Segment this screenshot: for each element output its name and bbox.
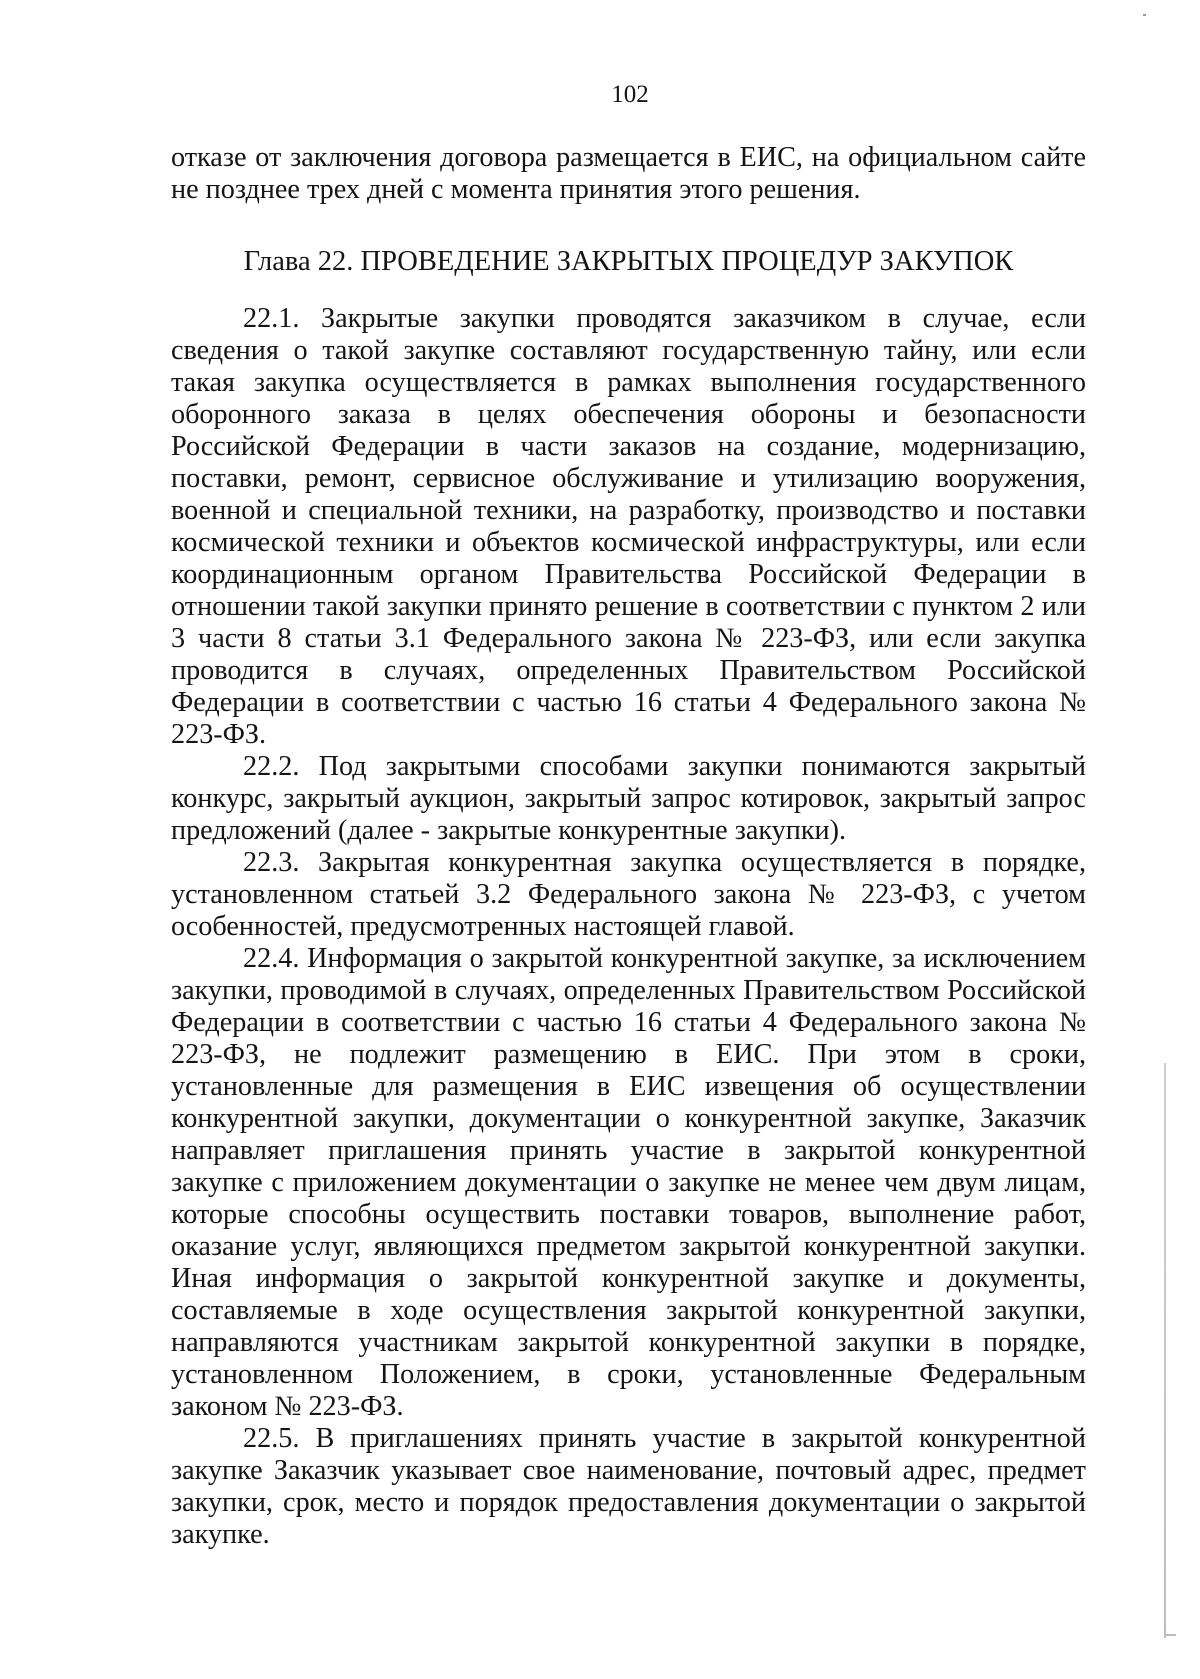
paragraph-22-4: 22.4. Информация о закрытой конкурентной закупке, за исключением закупки, проводимой в случаях, определенных Правительством Российской Федерации в соответствии с частью 16 статьи 4 Федерального закона № 223-ФЗ, не подлежит размещению в ЕИС. При этом в сроки, установленные для размещения в ЕИС извещения об осуществлении конкурентной закупки, документации о конкурентной закупке, Заказчик направляет приглашения принять участие в закрытой конкурентной закупке с приложением документации о закупке не менее чем двум лицам, которые способны осуществить поставки товаров, выполнение работ, оказание услуг, являющихся предметом закрытой конкурентной закупки. Иная информация о закрытой конкурентной закупке и документы, составляемые в ходе осуществления закрытой конкурентной закупки, направляются участникам закрытой конкурентной закупки в порядке, установленном Положением, в сроки, установленные Федеральным законом № 223-ФЗ. — [171, 943, 1086, 1422]
paragraph-22-1: 22.1. Закрытые закупки проводятся заказчиком в случае, если сведения о такой закупке составляют государственную тайну, или если такая закупка осуществляется в рамках выполнения государственного оборонного заказа в целях обеспечения обороны и безопасности Российской Федерации в части заказов на создание, модернизацию, поставки, ремонт, сервисное обслуживание и утилизацию вооружения, военной и специальной техники, на разработку, производство и поставки космической техники и объектов космической инфраструктуры, или если координационным органом Правительства Российской Федерации в отношении такой закупки принято решение в соответствии с пунктом 2 или 3 части 8 статьи 3.1 Федерального закона № 223-ФЗ, или если закупка проводится в случаях, определенных Правительством Российской Федерации в соответствии с частью 16 статьи 4 Федерального закона № 223-ФЗ. — [171, 303, 1086, 750]
page-number: 102 — [611, 81, 649, 108]
scan-edge-tick — [1164, 1634, 1176, 1636]
chapter-title: Глава 22. ПРОВЕДЕНИЕ ЗАКРЫТЫХ ПРОЦЕДУР ЗАКУПОК — [243, 246, 1014, 277]
paragraph-22-5: 22.5. В приглашениях принять участие в закрытой конкурентной закупке Заказчик указывает свое наименование, почтовый адрес, предмет закупки, срок, место и порядок предоставления документации о закрытой закупке. — [171, 1423, 1086, 1550]
lead-paragraph: отказе от заключения договора размещается в ЕИС, на официальном сайте не позднее трех дней с момента принятия этого решения. — [171, 142, 1086, 205]
scan-edge-line — [1164, 1063, 1166, 1638]
paragraph-22-2: 22.2. Под закрытыми способами закупки понимаются закрытый конкурс, закрытый аукцион, закрытый запрос котировок, закрытый запрос предложений (далее - закрытые конкурентные закупки). — [171, 751, 1086, 846]
scan-artifact-dot — [1143, 14, 1146, 16]
page-content — [171, 142, 1086, 1551]
paragraph-22-3: 22.3. Закрытая конкурентная закупка осуществляется в порядке, установленном статьей 3.2 Федерального закона № 223-ФЗ, с учетом особенностей, предусмотренных настоящей главой. — [171, 847, 1086, 942]
